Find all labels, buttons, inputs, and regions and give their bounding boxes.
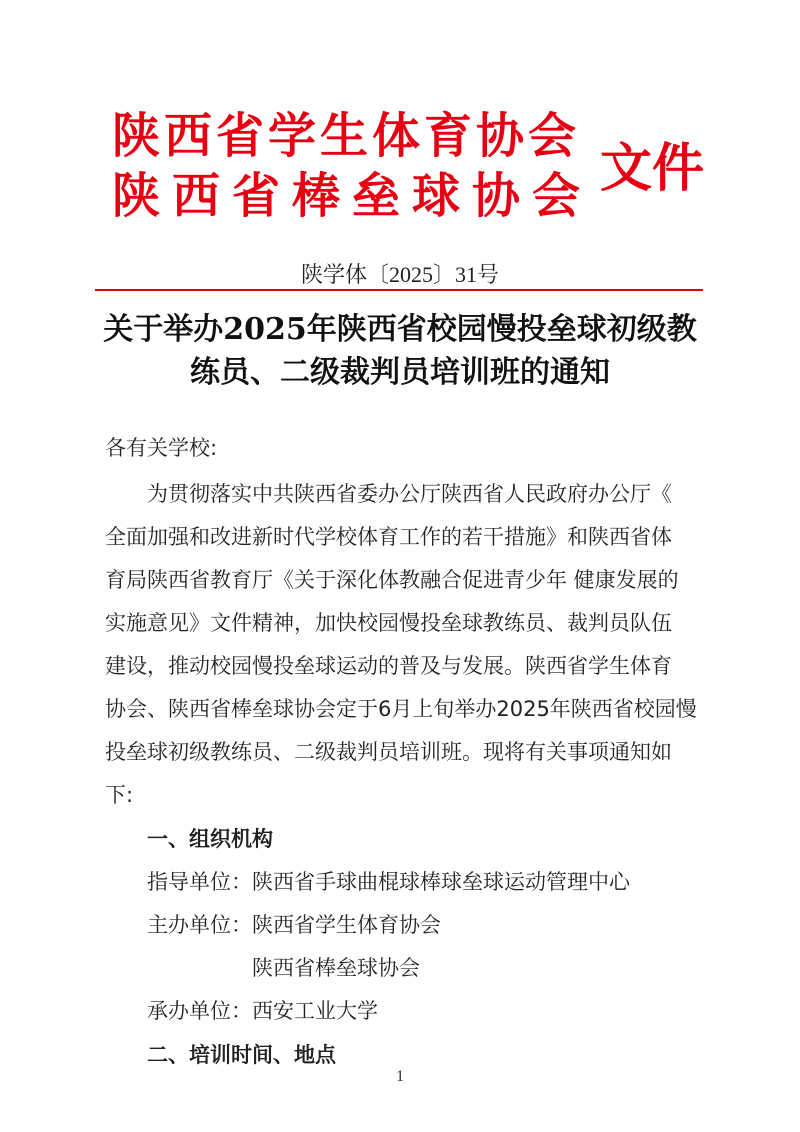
issuing-org-line-2: 陕西省棒垒球协会 (112, 168, 593, 224)
host-unit-continued: 陕西省棒垒球协会 (252, 956, 420, 980)
section-heading-time-place: 二、培训时间、地点 (147, 1043, 336, 1067)
organizer-unit: 承办单位：西安工业大学 (147, 999, 378, 1023)
document-number: 陕学体〔2025〕31号 (300, 262, 499, 287)
paragraph-line: 为贯彻落实中共陕西省委办公厅陕西省人民政府办公厅《 (147, 482, 672, 506)
notice-title-line-1: 关于举办2025年陕西省校园慢投垒球初级教 (103, 312, 697, 347)
paragraph-line: 建设，推动校园慢投垒球运动的普及与发展。陕西省学生体育 (105, 654, 672, 678)
host-unit: 主办单位：陕西省学生体育协会 (147, 913, 441, 937)
salutation: 各有关学校: (105, 436, 218, 460)
document-label-wenjian: 文件 (600, 138, 705, 199)
section-heading-organization: 一、组织机构 (147, 827, 273, 851)
issuing-org-line-1: 陕西省学生体育协会 (112, 108, 581, 164)
notice-title-line-2: 练员、二级裁判员培训班的通知 (190, 355, 610, 390)
paragraph-line: 全面加强和改进新时代学校体育工作的若干措施》和陕西省体 (105, 525, 672, 549)
page-number: 1 (396, 1068, 404, 1085)
paragraph-line: 协会、陕西省棒垒球协会定于6月上旬举办2025年陕西省校园慢 (105, 697, 697, 721)
paragraph-line: 下: (105, 783, 134, 807)
red-divider-line (95, 289, 703, 291)
paragraph-line: 投垒球初级教练员、二级裁判员培训班。现将有关事项通知如 (105, 740, 672, 764)
paragraph-line: 实施意见》文件精神，加快校园慢投垒球教练员、裁判员队伍 (105, 611, 672, 635)
guidance-unit: 指导单位：陕西省手球曲棍球棒球垒球运动管理中心 (147, 870, 630, 894)
paragraph-line: 育局陕西省教育厅《关于深化体教融合促进青少年 健康发展的 (105, 568, 679, 592)
